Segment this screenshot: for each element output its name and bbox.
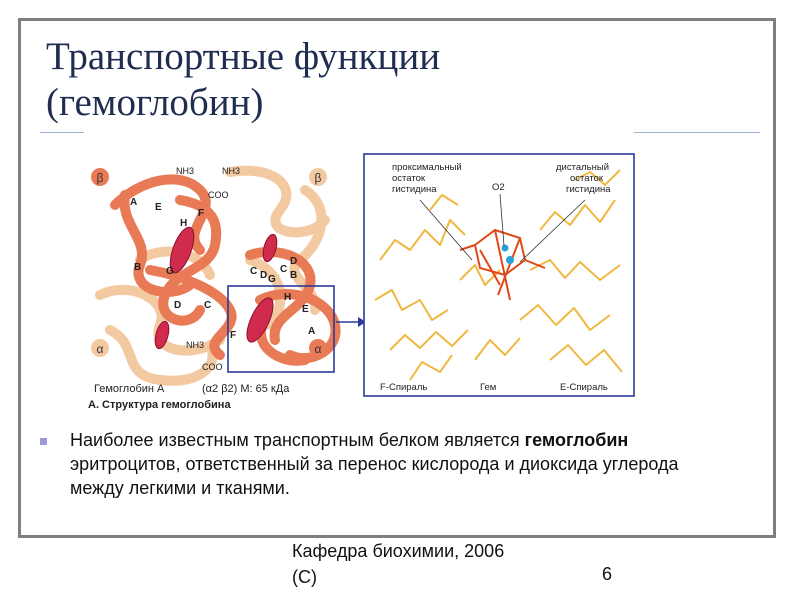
nh3-label-2: NH3 (222, 166, 241, 176)
slide-title (46, 34, 646, 126)
oxygen-atom (502, 245, 509, 252)
helix-label: B (290, 270, 298, 281)
nh3-label-1: NH3 (176, 166, 195, 176)
helix-label: F (230, 330, 237, 341)
helix-label: H (180, 218, 188, 229)
bullet-text (70, 428, 730, 500)
hemoglobin-figure-svg (80, 150, 640, 418)
e-helix-label: E-Спираль (560, 382, 608, 393)
figure-caption-formula: (α2 β2) M: 65 кДа (202, 383, 290, 395)
helix-label: C (250, 266, 258, 277)
chain-alpha-left: α (96, 342, 104, 356)
distal-label-1: дистальный (556, 162, 610, 173)
nh3-label-3: NH3 (186, 340, 205, 350)
helix-label: C (280, 264, 288, 275)
helix-label: A (308, 326, 316, 337)
heme-detail-panel (364, 154, 634, 396)
page-number: 6 (602, 564, 613, 584)
helix-label: D (174, 300, 182, 311)
helix-label: H (284, 292, 292, 303)
chain-beta-right: β (314, 171, 322, 185)
helix-label: F (198, 208, 205, 219)
helix-label: E (302, 304, 309, 315)
proximal-label-3: гистидина (392, 184, 437, 195)
helix-label: G (268, 274, 276, 285)
f-helix-label: F-Спираль (380, 382, 428, 393)
heme-label: Гем (480, 382, 497, 393)
coo-label-1: COO (208, 190, 229, 200)
coo-label-2: COO (202, 362, 223, 372)
helix-label: B (134, 262, 142, 273)
title-rule-left (40, 132, 84, 133)
footer-line1: Кафедра биохимии, 2006 (292, 541, 505, 561)
hemoglobin-figure (80, 150, 640, 418)
bullet-text-pre: Наиболее известным транспортным белком является (70, 430, 525, 450)
bullet-text-post: эритроцитов, ответственный за перенос кислорода и диоксида углерода между легкими и тканями. (70, 454, 679, 498)
footer-line2: (С) (292, 567, 317, 587)
slide-title-line1: Транспортные функции (46, 35, 441, 78)
distal-label-2: остаток (570, 173, 604, 184)
title-rule-right (634, 132, 760, 133)
distal-label-3: гистидина (566, 184, 611, 195)
figure-caption-title: А. Структура гемоглобина (88, 399, 231, 411)
chain-beta-left: β (96, 171, 104, 185)
footer (292, 538, 542, 590)
helix-label: A (130, 197, 138, 208)
bullet-text-bold: гемоглобин (524, 430, 629, 450)
helix-label: D (290, 256, 298, 267)
figure-caption-name: Гемоглобин А (94, 383, 165, 395)
iron-atom (506, 256, 514, 264)
hemoglobin-ribbon-structure (88, 166, 366, 411)
proximal-label-2: остаток (392, 173, 426, 184)
slide-title-line2: (гемоглобин) (46, 81, 264, 124)
proximal-label-1: проксимальный (392, 162, 462, 173)
chain-alpha-right: α (314, 342, 322, 356)
helix-label: G (166, 266, 174, 277)
bullet-marker-icon (40, 438, 47, 445)
helix-label: C (204, 300, 212, 311)
helix-label: D (260, 270, 268, 281)
oxygen-label: O2 (492, 182, 505, 193)
helix-label: E (155, 202, 162, 213)
